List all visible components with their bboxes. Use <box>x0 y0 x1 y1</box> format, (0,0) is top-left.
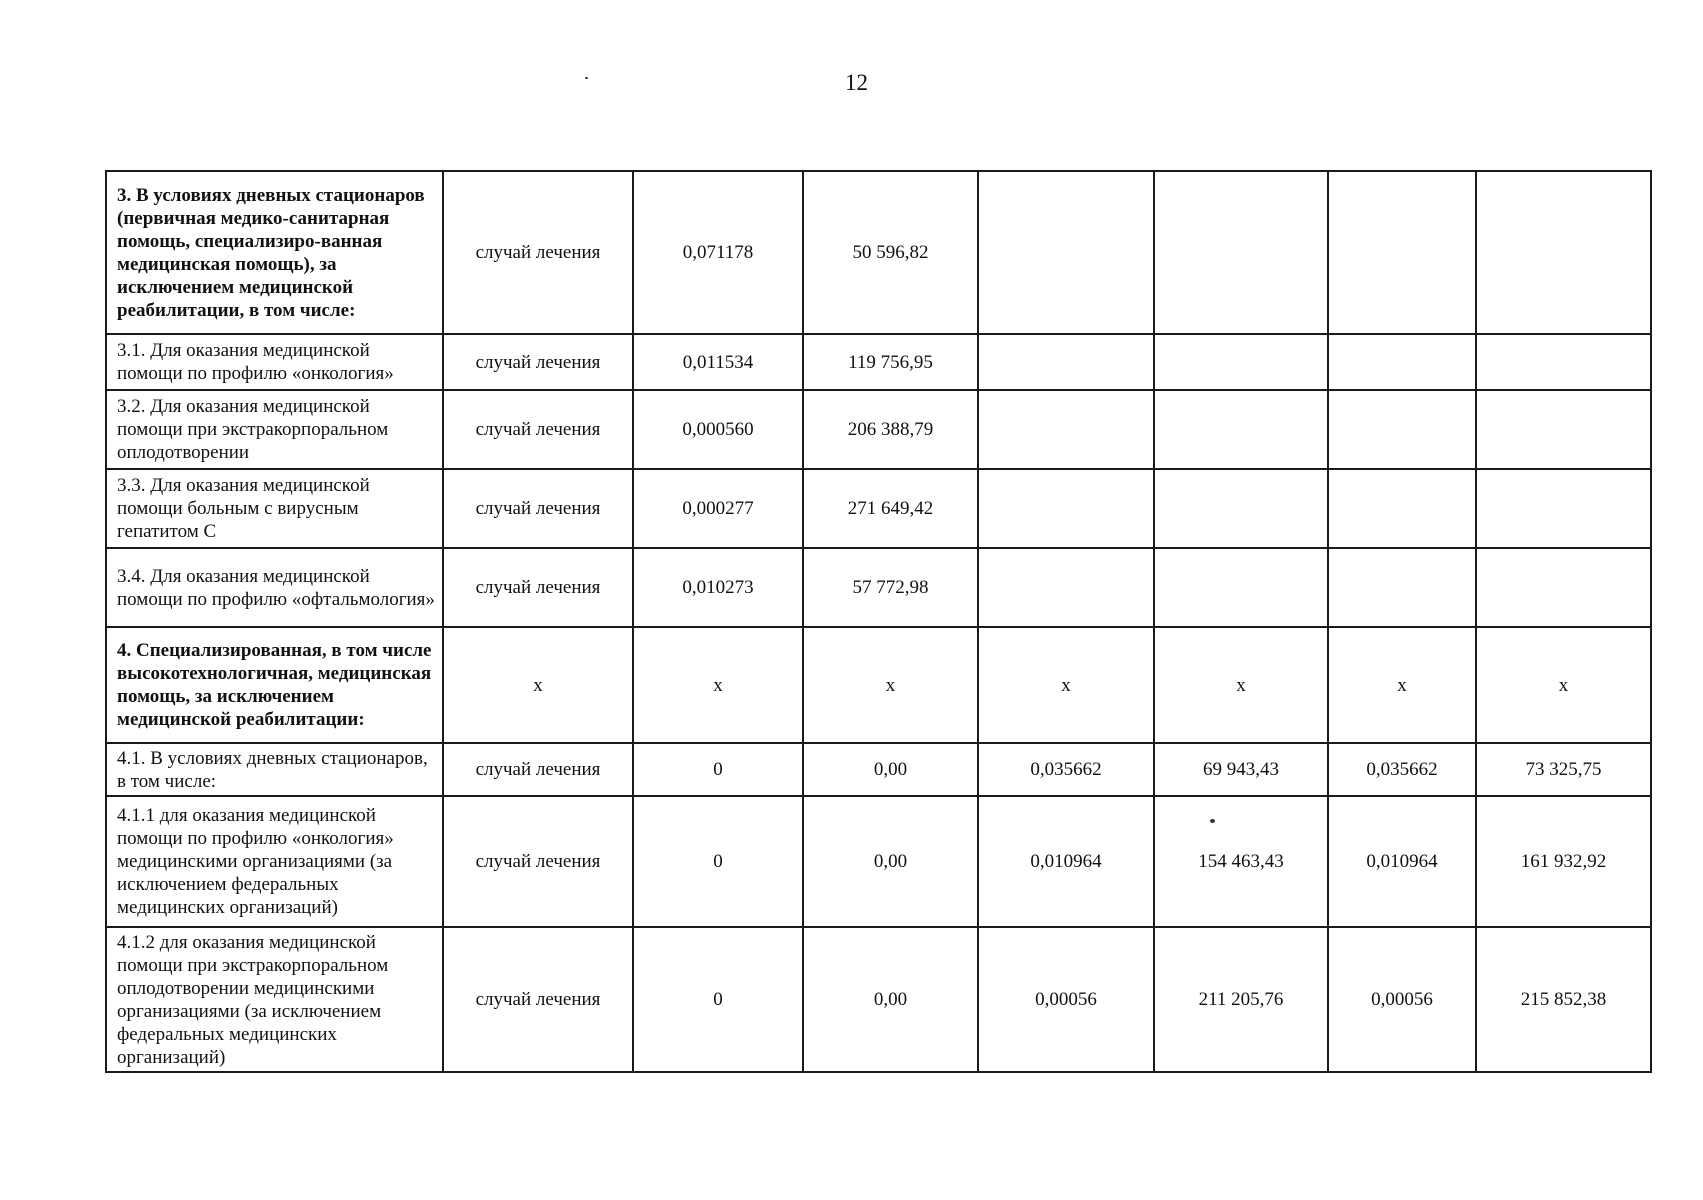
table-row <box>106 927 1651 1072</box>
value-cell: 271 649,42 <box>803 469 978 548</box>
row-name-cell: 4.1.2 для оказания медицинской помощи при экстракорпоральном оплодотворении медицинскими организациями (за исключением федеральных медицинских организаций) <box>106 927 443 1072</box>
table-row <box>106 469 1651 548</box>
unit-cell: случай лечения <box>443 548 633 627</box>
value-cell <box>978 171 1154 334</box>
value-cell: 50 596,82 <box>803 171 978 334</box>
value-cell: 0,00 <box>803 927 978 1072</box>
value-cell: 57 772,98 <box>803 548 978 627</box>
table-row <box>106 796 1651 927</box>
value-cell <box>1328 548 1476 627</box>
value-cell: 0,011534 <box>633 334 803 390</box>
value-cell: х <box>978 627 1154 743</box>
row-name-cell: 4.1.1 для оказания медицинской помощи по профилю «онкология» медицинскими организациями (за исключением федеральных медицинских организаций) <box>106 796 443 927</box>
value-cell: 206 388,79 <box>803 390 978 469</box>
table-row <box>106 334 1651 390</box>
value-cell: 0,010964 <box>978 796 1154 927</box>
row-name-cell: 3. В условиях дневных стационаров (первичная медико-санитарная помощь, специализиро-ванная медицинская помощь), за исключением медицинской реабилитации, в том числе: <box>106 171 443 334</box>
value-cell: 161 932,92 <box>1476 796 1651 927</box>
value-cell: х <box>1154 627 1328 743</box>
unit-cell: случай лечения <box>443 743 633 796</box>
value-cell: 0 <box>633 796 803 927</box>
value-cell <box>1154 469 1328 548</box>
value-cell: 154 463,43 <box>1154 796 1328 927</box>
table-row <box>106 548 1651 627</box>
unit-cell: случай лечения <box>443 469 633 548</box>
value-cell <box>1476 171 1651 334</box>
value-cell: 0,010273 <box>633 548 803 627</box>
value-cell: 0,00056 <box>978 927 1154 1072</box>
unit-cell: случай лечения <box>443 334 633 390</box>
value-cell <box>1476 469 1651 548</box>
value-cell <box>978 548 1154 627</box>
value-cell <box>1154 334 1328 390</box>
unit-cell: случай лечения <box>443 390 633 469</box>
data-table <box>105 170 1652 1073</box>
unit-cell: случай лечения <box>443 796 633 927</box>
value-cell: 0,00056 <box>1328 927 1476 1072</box>
value-cell: 0,071178 <box>633 171 803 334</box>
value-cell: х <box>1476 627 1651 743</box>
value-cell: 119 756,95 <box>803 334 978 390</box>
value-cell <box>1328 334 1476 390</box>
value-cell: х <box>803 627 978 743</box>
row-name-cell: 4.1. В условиях дневных стационаров, в том числе: <box>106 743 443 796</box>
value-cell: х <box>633 627 803 743</box>
value-cell <box>1154 390 1328 469</box>
value-cell: 211 205,76 <box>1154 927 1328 1072</box>
value-cell <box>1328 390 1476 469</box>
value-cell: 0,00 <box>803 796 978 927</box>
table-row <box>106 743 1651 796</box>
row-name-cell: 4. Специализированная, в том числе высокотехнологичная, медицинская помощь, за исключением медицинской реабилитации: <box>106 627 443 743</box>
value-cell: 0,00 <box>803 743 978 796</box>
value-cell: 0,000560 <box>633 390 803 469</box>
value-cell: 0,010964 <box>1328 796 1476 927</box>
value-cell: 0 <box>633 743 803 796</box>
value-cell: 0,000277 <box>633 469 803 548</box>
value-cell: 0 <box>633 927 803 1072</box>
unit-cell: х <box>443 627 633 743</box>
value-cell <box>1476 334 1651 390</box>
value-cell <box>978 334 1154 390</box>
value-cell <box>1328 469 1476 548</box>
value-cell <box>1476 390 1651 469</box>
value-cell: х <box>1328 627 1476 743</box>
value-cell <box>1154 548 1328 627</box>
row-name-cell: 3.4. Для оказания медицинской помощи по профилю «офтальмология» <box>106 548 443 627</box>
value-cell: 0,035662 <box>1328 743 1476 796</box>
value-cell <box>1154 171 1328 334</box>
row-name-cell: 3.2. Для оказания медицинской помощи при экстракорпоральном оплодотворении <box>106 390 443 469</box>
row-name-cell: 3.1. Для оказания медицинской помощи по профилю «онкология» <box>106 334 443 390</box>
value-cell <box>1476 548 1651 627</box>
scan-speck <box>585 77 588 79</box>
page-number: 12 <box>845 70 868 95</box>
value-cell: 0,035662 <box>978 743 1154 796</box>
value-cell: 69 943,43 <box>1154 743 1328 796</box>
value-cell <box>978 469 1154 548</box>
unit-cell: случай лечения <box>443 171 633 334</box>
value-cell: 73 325,75 <box>1476 743 1651 796</box>
table-row <box>106 627 1651 743</box>
unit-cell: случай лечения <box>443 927 633 1072</box>
row-name-cell: 3.3. Для оказания медицинской помощи больным с вирусным гепатитом С <box>106 469 443 548</box>
value-cell: 215 852,38 <box>1476 927 1651 1072</box>
table-row <box>106 390 1651 469</box>
value-cell <box>978 390 1154 469</box>
value-cell <box>1328 171 1476 334</box>
table-row <box>106 171 1651 334</box>
